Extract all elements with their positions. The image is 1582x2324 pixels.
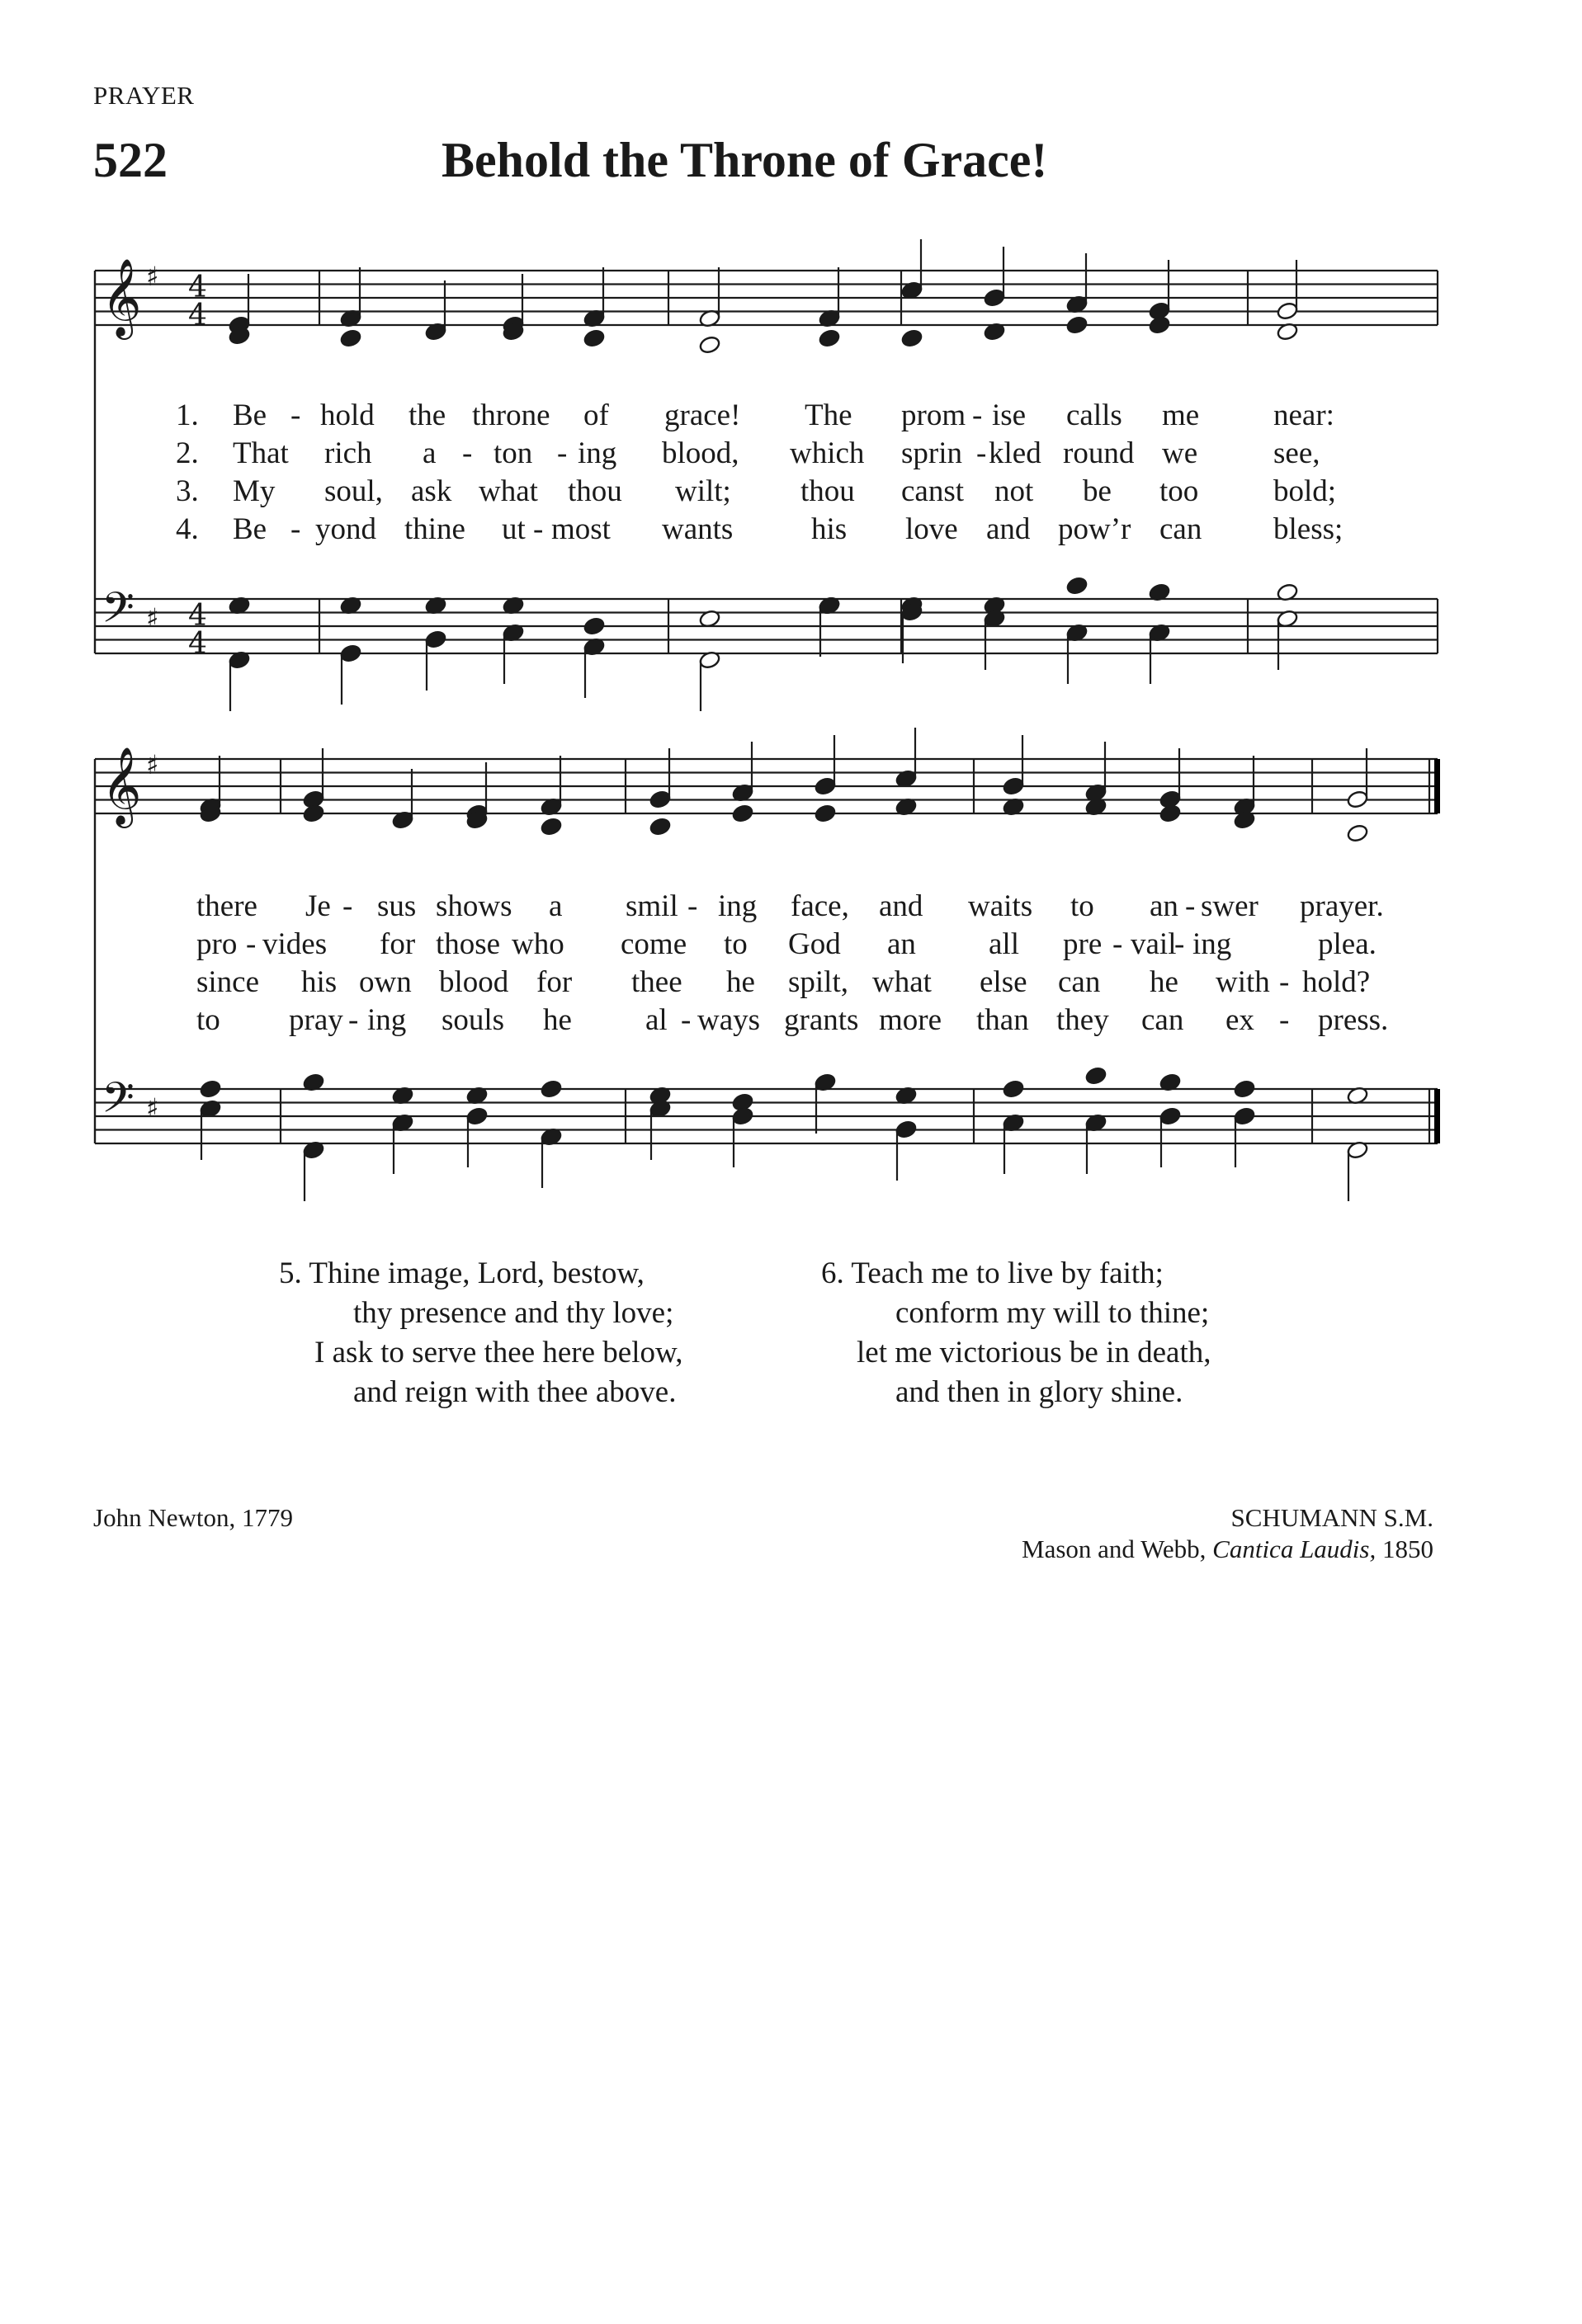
lyric-syllable: they	[1056, 1003, 1109, 1037]
verse-1-lyrics-line-2	[0, 889, 1582, 925]
lyric-syllable: plea.	[1318, 927, 1377, 961]
lyric-syllable: The	[805, 398, 852, 432]
lyric-syllable: My	[233, 474, 276, 508]
quarter-note	[339, 328, 361, 348]
lyric-syllable: ways	[697, 1003, 761, 1037]
quarter-note	[1002, 776, 1024, 796]
quarter-note	[900, 328, 923, 348]
lyric-syllable: a	[549, 889, 563, 923]
verse-2-lyrics	[0, 436, 1582, 472]
bass-clef-icon: 𝄢	[102, 1072, 135, 1133]
lyric-syllable: blood	[439, 965, 509, 999]
lyric-syllable: more	[879, 1003, 942, 1037]
lyric-syllable: and	[879, 889, 923, 923]
verse-2-lyrics-line-2	[0, 926, 1582, 963]
lyric-syllable: ing	[578, 436, 617, 470]
quarter-note	[540, 1079, 562, 1099]
time-signature-icon: 4	[188, 627, 207, 661]
lyric-syllable: -	[1185, 889, 1196, 923]
stanza-number: 6.	[821, 1256, 844, 1290]
lyric-syllable: than	[976, 1003, 1029, 1037]
lyric-syllable: sus	[377, 889, 417, 923]
lyric-syllable: Be	[233, 398, 267, 432]
lyric-syllable: he	[543, 1003, 572, 1037]
lyric-syllable: waits	[968, 889, 1033, 923]
lyric-syllable: -	[972, 398, 983, 432]
lyric-syllable: swer	[1201, 889, 1259, 923]
lyric-syllable: -	[290, 512, 301, 546]
bass-clef-icon: 𝄢	[102, 582, 135, 643]
stanza-line: Teach me to live by faith;	[851, 1256, 1164, 1290]
quarter-note	[199, 1079, 221, 1099]
lyric-syllable: pow’r	[1058, 512, 1131, 546]
lyric-syllable: God	[788, 927, 841, 961]
lyric-syllable: 3.	[176, 474, 199, 508]
lyric-syllable: to	[724, 927, 748, 961]
lyric-syllable: ing	[718, 889, 758, 923]
lyric-syllable: ut	[502, 512, 526, 546]
lyric-syllable: who	[512, 927, 564, 961]
lyric-syllable: sprin	[901, 436, 962, 470]
lyric-syllable: what	[872, 965, 932, 999]
lyric-syllable: pre	[1063, 927, 1103, 961]
lyric-syllable: with	[1216, 965, 1270, 999]
stanza-line: and reign with thee above.	[353, 1375, 677, 1409]
lyric-syllable: vides	[262, 927, 328, 961]
quarter-note	[1065, 315, 1088, 335]
lyric-syllable: can	[1159, 512, 1202, 546]
lyric-syllable: grace!	[664, 398, 741, 432]
lyric-syllable: rich	[324, 436, 372, 470]
lyric-syllable: Be	[233, 512, 267, 546]
lyric-syllable: wants	[662, 512, 734, 546]
lyric-syllable: ise	[992, 398, 1027, 432]
quarter-note	[731, 1106, 753, 1126]
lyric-syllable: which	[790, 436, 865, 470]
treble-clef-icon: 𝄞	[102, 258, 142, 337]
lyric-syllable: prayer.	[1300, 889, 1384, 923]
time-signature-icon: 4	[188, 271, 207, 304]
stanza-line: thy presence and thy love;	[353, 1296, 674, 1330]
lyric-syllable: -	[1279, 965, 1290, 999]
quarter-note	[649, 817, 671, 837]
stanza-line: let me victorious be in death,	[857, 1336, 1211, 1369]
quarter-note	[1159, 1106, 1181, 1126]
lyric-syllable: pro	[196, 927, 238, 961]
lyric-syllable: those	[436, 927, 501, 961]
lyric-syllable: for	[536, 965, 573, 999]
lyric-syllable: to	[1070, 889, 1094, 923]
lyric-syllable: thee	[631, 965, 682, 999]
lyric-syllable: -	[348, 1003, 359, 1037]
lyric-syllable: own	[359, 965, 412, 999]
lyric-syllable: to	[196, 1003, 220, 1037]
lyric-syllable: most	[551, 512, 611, 546]
lyric-syllable: his	[301, 965, 338, 999]
lyric-syllable: -	[290, 398, 301, 432]
lyric-syllable: face,	[791, 889, 849, 923]
quarter-note	[583, 616, 605, 636]
lyric-syllable: his	[811, 512, 848, 546]
lyric-syllable: ex	[1225, 1003, 1254, 1037]
lyric-syllable: 2.	[176, 436, 199, 470]
lyric-syllable: ing	[367, 1003, 407, 1037]
verse-1-lyrics	[0, 398, 1582, 434]
lyric-syllable: smil	[626, 889, 678, 923]
lyric-syllable: calls	[1066, 398, 1122, 432]
half-note	[698, 335, 720, 355]
lyric-syllable: he	[1150, 965, 1178, 999]
lyric-syllable: bold;	[1273, 474, 1337, 508]
quarter-note	[1233, 1079, 1255, 1099]
lyric-syllable: 4.	[176, 512, 199, 546]
stanza-line: conform my will to thine;	[895, 1296, 1210, 1330]
lyric-syllable: can	[1058, 965, 1101, 999]
lyric-syllable: all	[989, 927, 1019, 961]
quarter-note	[465, 1106, 488, 1126]
lyric-syllable: love	[905, 512, 958, 546]
lyric-syllable: an	[887, 927, 916, 961]
lyric-syllable: wilt;	[675, 474, 731, 508]
quarter-note	[540, 817, 562, 837]
lyric-syllable: al	[645, 1003, 668, 1037]
sharp-icon: ♯	[146, 749, 159, 780]
lyric-syllable: thine	[404, 512, 465, 546]
quarter-note	[1148, 315, 1170, 335]
lyric-syllable: -	[462, 436, 473, 470]
stanza-number: 5.	[279, 1256, 302, 1290]
lyric-syllable: -	[681, 1003, 692, 1037]
stanza-line: Thine image, Lord, bestow,	[309, 1256, 645, 1290]
lyric-syllable: yond	[315, 512, 376, 546]
lyric-syllable: be	[1083, 474, 1112, 508]
lyric-syllable: see,	[1273, 436, 1320, 470]
lyric-syllable: -	[1279, 1003, 1290, 1037]
quarter-note	[339, 643, 361, 663]
lyric-syllable: hold?	[1302, 965, 1371, 999]
quarter-note	[731, 804, 753, 823]
final-barline	[1434, 1089, 1440, 1143]
quarter-note	[1159, 804, 1181, 823]
quarter-note	[814, 776, 836, 796]
quarter-note	[814, 804, 836, 823]
lyric-syllable: of	[583, 398, 609, 432]
text-author-credit: John Newton, 1779	[93, 1503, 293, 1532]
lyric-syllable: ing	[1192, 927, 1232, 961]
quarter-note	[1002, 1079, 1024, 1099]
lyric-syllable: canst	[901, 474, 965, 508]
lyric-syllable: souls	[442, 1003, 505, 1037]
quarter-note	[649, 790, 671, 809]
lyric-syllable: shows	[436, 889, 512, 923]
lyric-syllable: 1.	[176, 398, 199, 432]
lyric-syllable: That	[233, 436, 289, 470]
lyric-syllable: blood,	[662, 436, 739, 470]
final-barline	[1434, 759, 1440, 813]
lyric-syllable: soul,	[324, 474, 383, 508]
lyric-syllable: what	[479, 474, 538, 508]
half-note	[1346, 790, 1368, 809]
quarter-note	[818, 328, 840, 348]
lyric-syllable: for	[380, 927, 416, 961]
verse-3-lyrics-line-2	[0, 964, 1582, 1001]
lyric-syllable: thou	[800, 474, 855, 508]
lyric-syllable: there	[196, 889, 257, 923]
quarter-note	[583, 328, 605, 348]
lyric-syllable: not	[994, 474, 1034, 508]
sharp-icon: ♯	[146, 602, 159, 634]
time-signature-icon: 4	[188, 299, 207, 332]
hymn-number: 522	[93, 133, 168, 187]
lyric-syllable: pray	[289, 1003, 343, 1037]
stanza-line: and then in glory shine.	[895, 1375, 1183, 1409]
stanza-line: I ask to serve thee here below,	[314, 1336, 683, 1369]
sharp-icon: ♯	[146, 1092, 159, 1124]
lyric-syllable: throne	[472, 398, 550, 432]
lyric-syllable: -	[557, 436, 568, 470]
lyric-syllable: -	[533, 512, 544, 546]
lyric-syllable: thou	[568, 474, 622, 508]
sharp-icon: ♯	[146, 261, 159, 292]
lyric-syllable: -	[342, 889, 353, 923]
lyric-syllable: -	[687, 889, 698, 923]
lyric-syllable: -	[976, 436, 987, 470]
lyric-syllable: near:	[1273, 398, 1334, 432]
lyric-syllable: prom	[901, 398, 966, 432]
tune-source: Mason and Webb, Cantica Laudis, 1850	[1022, 1534, 1433, 1563]
time-signature-icon: 4	[188, 599, 207, 633]
verse-4-lyrics-line-2	[0, 1002, 1582, 1039]
lyric-syllable: hold	[320, 398, 375, 432]
half-note	[1346, 823, 1368, 843]
lyric-syllable: and	[986, 512, 1031, 546]
lyric-syllable: me	[1162, 398, 1200, 432]
stanza-5	[279, 1254, 683, 1412]
treble-clef-icon: 𝄞	[102, 747, 142, 825]
lyric-syllable: spilt,	[788, 965, 848, 999]
lyric-syllable: the	[408, 398, 446, 432]
lyric-syllable: we	[1162, 436, 1198, 470]
quarter-note	[895, 1120, 917, 1139]
lyric-syllable: bless;	[1273, 512, 1344, 546]
lyric-syllable: -	[246, 927, 257, 961]
quarter-note	[302, 804, 324, 823]
quarter-note	[1084, 1066, 1107, 1086]
lyric-syllable: grants	[784, 1003, 859, 1037]
stanza-6	[821, 1254, 1211, 1412]
quarter-note	[1065, 576, 1088, 596]
lyric-syllable: since	[196, 965, 260, 999]
half-note	[1276, 301, 1298, 321]
lyric-syllable: too	[1159, 474, 1199, 508]
lyric-syllable: Je	[305, 889, 331, 923]
lyric-syllable: a	[423, 436, 437, 470]
lyric-syllable: press.	[1318, 1003, 1389, 1037]
quarter-note	[424, 629, 446, 649]
lyric-syllable: an	[1150, 889, 1178, 923]
lyric-syllable: -	[1174, 927, 1185, 961]
section-label: PRAYER	[93, 81, 195, 110]
lyric-syllable: come	[621, 927, 687, 961]
lyric-syllable: -	[1112, 927, 1123, 961]
lyric-syllable: can	[1141, 1003, 1184, 1037]
lyric-syllable: ton	[493, 436, 533, 470]
lyric-syllable: vail	[1131, 927, 1177, 961]
hymn-title: Behold the Throne of Grace!	[442, 133, 1048, 187]
lyric-syllable: round	[1063, 436, 1135, 470]
quarter-note	[1233, 1106, 1255, 1126]
tune-name: SCHUMANN S.M.	[1230, 1503, 1433, 1532]
quarter-note	[983, 288, 1005, 308]
lyric-syllable: ask	[411, 474, 452, 508]
lyric-syllable: else	[980, 965, 1027, 999]
verse-4-lyrics	[0, 511, 1582, 548]
lyric-syllable: he	[726, 965, 755, 999]
lyric-syllable: kled	[989, 436, 1041, 470]
verse-3-lyrics	[0, 474, 1582, 510]
